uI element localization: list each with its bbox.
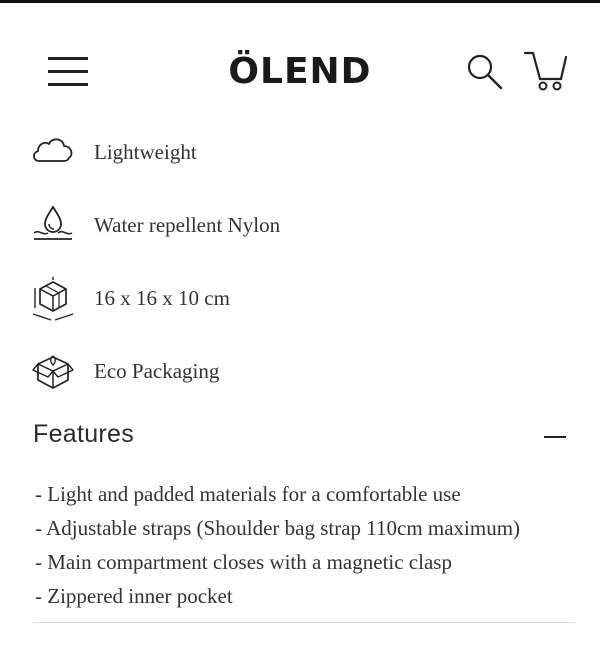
spec-row-lightweight	[0, 130, 600, 176]
spec-row-dimensions	[0, 276, 600, 322]
list-item: - Light and padded materials for a comfortable use	[35, 482, 461, 506]
cart-button[interactable]	[523, 49, 569, 93]
dimensions-box-icon	[30, 276, 76, 322]
list-item: - Adjustable straps (Shoulder bag strap 110cm maximum)	[35, 516, 521, 540]
brand-logo[interactable]: ÖLEND	[228, 51, 372, 92]
spec-label: Water repellent Nylon	[94, 213, 281, 237]
spec-label: Lightweight	[94, 140, 197, 164]
site-header	[0, 3, 600, 123]
cloud-icon	[30, 130, 76, 176]
list-item: - Zippered inner pocket	[35, 584, 233, 608]
spec-label: 16 x 16 x 10 cm	[94, 286, 230, 310]
search-icon	[466, 53, 504, 91]
spec-row-eco-packaging	[0, 349, 600, 395]
water-drop-icon	[30, 203, 76, 249]
list-item: - Main compartment closes with a magnetic clasp	[35, 550, 452, 574]
minus-collapse-icon	[544, 436, 566, 438]
features-list	[35, 477, 520, 613]
spec-label: Eco Packaging	[94, 359, 220, 383]
search-button[interactable]	[466, 53, 504, 91]
features-accordion-header[interactable]	[0, 418, 600, 458]
eco-package-icon	[30, 349, 76, 395]
section-divider	[33, 622, 575, 623]
cart-icon	[523, 49, 569, 93]
collapse-button[interactable]	[544, 432, 568, 444]
features-title: Features	[33, 420, 135, 448]
spec-row-water-repellent	[0, 203, 600, 249]
